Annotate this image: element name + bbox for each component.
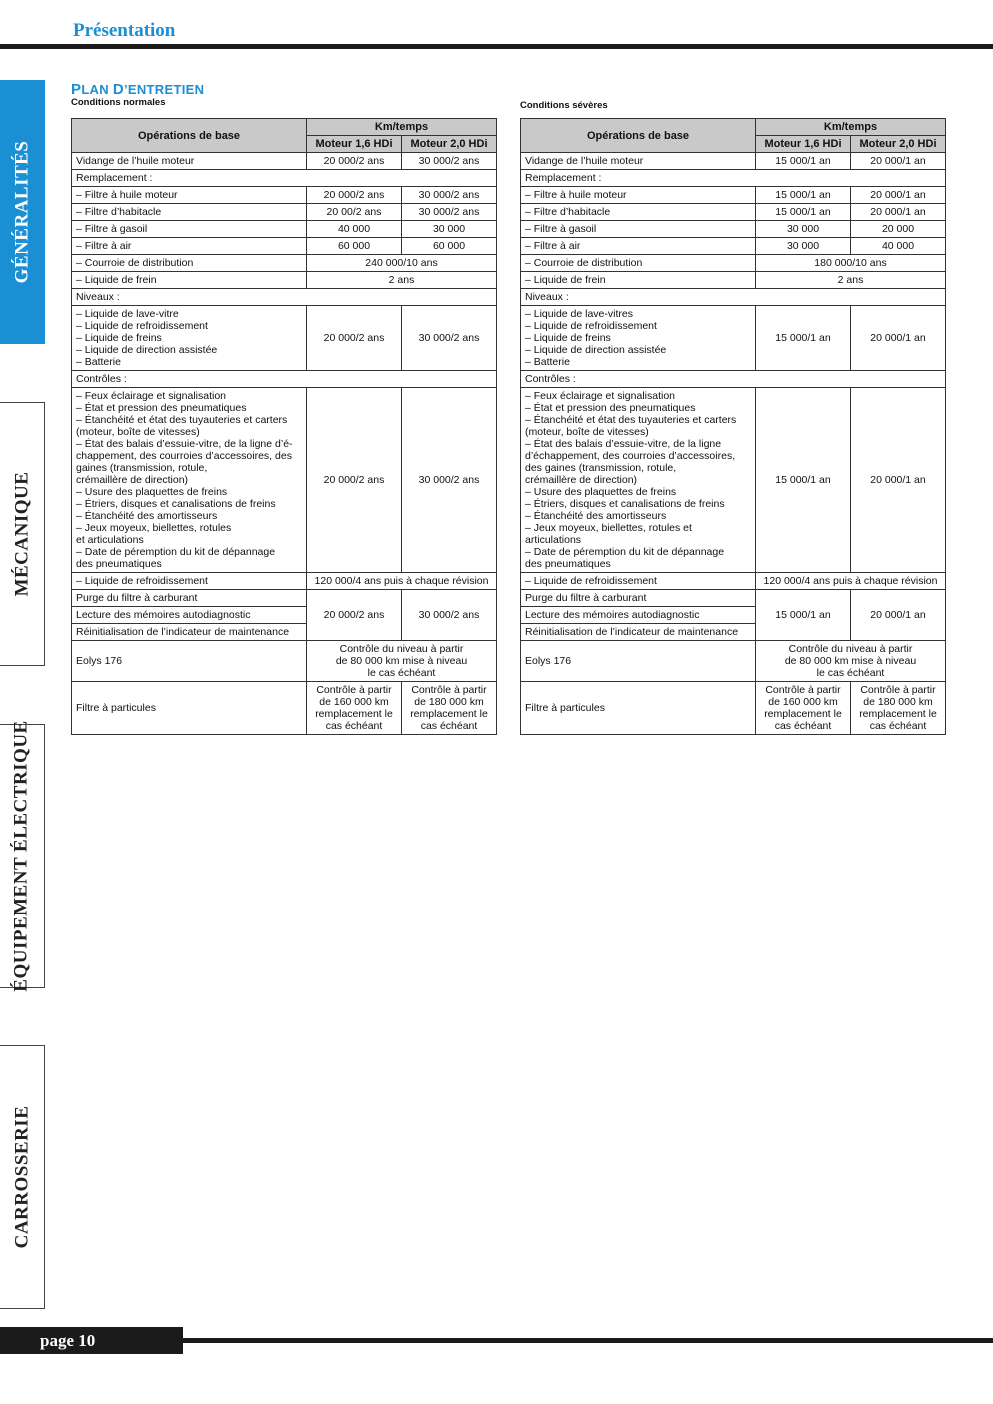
value-cell: 30 000 bbox=[756, 238, 851, 255]
header-moteur-16: Moteur 1,6 HDi bbox=[307, 136, 402, 153]
table-row bbox=[72, 590, 497, 607]
page-header-title: Présentation bbox=[73, 20, 176, 41]
maintenance-table-normal bbox=[71, 118, 497, 735]
op-cell: Purge du filtre à carburant bbox=[521, 590, 756, 607]
value-cell: 30 000/2 ans bbox=[402, 388, 497, 573]
tab-label: ÉQUIPEMENT ÉLECTRIQUE bbox=[11, 720, 33, 992]
op-cell: – Filtre à gasoil bbox=[521, 221, 756, 238]
table-row bbox=[72, 204, 497, 221]
header-km-temps: Km/temps bbox=[756, 119, 946, 136]
op-cell: – Liquide de refroidissement bbox=[72, 573, 307, 590]
maintenance-table-severe bbox=[520, 118, 946, 735]
table-row bbox=[521, 255, 946, 272]
table-row bbox=[72, 153, 497, 170]
tab-label: MÉCANIQUE bbox=[11, 471, 32, 597]
table-row bbox=[72, 371, 497, 388]
table-row bbox=[72, 641, 497, 682]
group-label-cell: Contrôles : bbox=[521, 371, 946, 388]
table-row bbox=[521, 371, 946, 388]
table-row bbox=[521, 306, 946, 371]
value-cell: 240 000/10 ans bbox=[307, 255, 497, 272]
value-cell: Contrôle du niveau à partir de 80 000 km mise à niveau le cas échéant bbox=[307, 641, 497, 682]
value-cell: 20 000/1 an bbox=[851, 306, 946, 371]
op-cell: – Filtre d’habitacle bbox=[72, 204, 307, 221]
op-cell: – Filtre à huile moteur bbox=[521, 187, 756, 204]
op-cell: – Filtre d’habitacle bbox=[521, 204, 756, 221]
value-cell: 15 000/1 an bbox=[756, 306, 851, 371]
op-cell: – Liquide de lave-vitres – Liquide de refroidissement – Liquide de freins – Liquide de direction assistée – Batterie bbox=[521, 306, 756, 371]
op-cell: – Feux éclairage et signalisation – État et pression des pneumatiques – Étanchéité et état des tuyauteries et carters (moteur, boîte de vitesses) – État des balais d’essuie-vitre, de la ligne d’échappement, des courroies d’accessoires, des gaines (transmission, rotule, crémaillère de direction) – Usure des plaquettes de freins – Étriers, disques et canalisations de freins – Étanchéité des amortisseurs – Jeux moyeux, biellettes, rotules et articulations – Date de péremption du kit de dépannage des pneumatiques bbox=[521, 388, 756, 573]
value-cell: 30 000/2 ans bbox=[402, 204, 497, 221]
table-row bbox=[521, 641, 946, 682]
header-moteur-20: Moteur 2,0 HDi bbox=[402, 136, 497, 153]
op-cell: – Filtre à gasoil bbox=[72, 221, 307, 238]
table-row bbox=[72, 306, 497, 371]
op-cell: Purge du filtre à carburant bbox=[72, 590, 307, 607]
table-row bbox=[521, 573, 946, 590]
value-cell: 30 000/2 ans bbox=[402, 153, 497, 170]
value-cell: 20 000/1 an bbox=[851, 204, 946, 221]
page-number: page 10 bbox=[0, 1327, 183, 1354]
value-cell: 40 000 bbox=[851, 238, 946, 255]
value-cell: 15 000/1 an bbox=[756, 388, 851, 573]
op-cell: – Filtre à air bbox=[521, 238, 756, 255]
header-operations: Opérations de base bbox=[521, 119, 756, 153]
value-cell: 20 000/2 ans bbox=[307, 590, 402, 641]
table-row bbox=[521, 590, 946, 607]
table-row bbox=[72, 238, 497, 255]
value-cell: 20 000/2 ans bbox=[307, 388, 402, 573]
op-cell: Lecture des mémoires autodiagnostic bbox=[72, 607, 307, 624]
value-cell: 15 000/1 an bbox=[756, 187, 851, 204]
value-cell: Contrôle à partir de 160 000 km remplacement le cas échéant bbox=[307, 682, 402, 735]
value-cell: Contrôle à partir de 180 000 km remplacement le cas échéant bbox=[402, 682, 497, 735]
value-cell: 20 000/2 ans bbox=[307, 187, 402, 204]
table-row bbox=[521, 170, 946, 187]
table-row bbox=[521, 221, 946, 238]
group-label-cell: Niveaux : bbox=[72, 289, 497, 306]
table-row bbox=[521, 388, 946, 573]
header-rule bbox=[0, 44, 993, 49]
value-cell: 180 000/10 ans bbox=[756, 255, 946, 272]
tab-equipement-electrique[interactable] bbox=[0, 720, 45, 992]
table-row bbox=[72, 255, 497, 272]
tab-label: CARROSSERIE bbox=[11, 1105, 33, 1249]
header-operations: Opérations de base bbox=[72, 119, 307, 153]
header-moteur-16: Moteur 1,6 HDi bbox=[756, 136, 851, 153]
value-cell: 20 00/2 ans bbox=[307, 204, 402, 221]
value-cell: 20 000/1 an bbox=[851, 153, 946, 170]
table-row bbox=[72, 187, 497, 204]
value-cell: 30 000 bbox=[402, 221, 497, 238]
value-cell: 20 000/1 an bbox=[851, 187, 946, 204]
table-row bbox=[72, 170, 497, 187]
op-cell: – Liquide de refroidissement bbox=[521, 573, 756, 590]
table-row bbox=[72, 682, 497, 735]
op-cell: Eolys 176 bbox=[72, 641, 307, 682]
table-row bbox=[72, 289, 497, 306]
value-cell: 30 000/2 ans bbox=[402, 590, 497, 641]
header-km-temps: Km/temps bbox=[307, 119, 497, 136]
value-cell: 2 ans bbox=[307, 272, 497, 289]
value-cell: Contrôle à partir de 180 000 km remplacement le cas échéant bbox=[851, 682, 946, 735]
value-cell: 60 000 bbox=[402, 238, 497, 255]
group-label-cell: Remplacement : bbox=[521, 170, 946, 187]
value-cell: 20 000/2 ans bbox=[307, 306, 402, 371]
op-cell: – Feux éclairage et signalisation – État et pression des pneumatiques – Étanchéité et état des tuyauteries et carters (moteur, boîte de vitesses) – État des balais d’essuie-vitre, de la ligne d’é- chappement, des courroies d’accessoires, des gaines (transmission, rotule, crémaillère de direction) – Usure des plaquettes de freins – Étriers, disques et canalisations de freins – Étanchéité des amortisseurs – Jeux moyeux, biellettes, rotules et articulations – Date de péremption du kit de dépannage des pneumatiques bbox=[72, 388, 307, 573]
header-moteur-20: Moteur 2,0 HDi bbox=[851, 136, 946, 153]
value-cell: 15 000/1 an bbox=[756, 153, 851, 170]
op-cell: – Liquide de lave-vitre – Liquide de refroidissement – Liquide de freins – Liquide de direction assistée – Batterie bbox=[72, 306, 307, 371]
value-cell: 30 000/2 ans bbox=[402, 187, 497, 204]
tab-mecanique[interactable] bbox=[0, 402, 45, 666]
op-cell: Filtre à particules bbox=[521, 682, 756, 735]
group-label-cell: Niveaux : bbox=[521, 289, 946, 306]
value-cell: 15 000/1 an bbox=[756, 204, 851, 221]
op-cell: – Filtre à air bbox=[72, 238, 307, 255]
group-label-cell: Contrôles : bbox=[72, 371, 497, 388]
section-title: PLAN D’ENTRETIEN bbox=[71, 81, 205, 98]
value-cell: 20 000/1 an bbox=[851, 590, 946, 641]
value-cell: Contrôle du niveau à partir de 80 000 km mise à niveau le cas échéant bbox=[756, 641, 946, 682]
op-cell: Réinitialisation de l’indicateur de maintenance bbox=[521, 624, 756, 641]
table-row bbox=[72, 272, 497, 289]
op-cell: – Liquide de frein bbox=[72, 272, 307, 289]
op-cell: – Courroie de distribution bbox=[521, 255, 756, 272]
table-row bbox=[521, 289, 946, 306]
table-row bbox=[521, 204, 946, 221]
value-cell: 30 000/2 ans bbox=[402, 306, 497, 371]
table-row bbox=[521, 187, 946, 204]
value-cell: 120 000/4 ans puis à chaque révision bbox=[307, 573, 497, 590]
value-cell: 30 000 bbox=[756, 221, 851, 238]
value-cell: 2 ans bbox=[756, 272, 946, 289]
op-cell: Lecture des mémoires autodiagnostic bbox=[521, 607, 756, 624]
group-label-cell: Remplacement : bbox=[72, 170, 497, 187]
value-cell: 40 000 bbox=[307, 221, 402, 238]
value-cell: 20 000/1 an bbox=[851, 388, 946, 573]
value-cell: 20 000/2 ans bbox=[307, 153, 402, 170]
table-row bbox=[521, 153, 946, 170]
op-cell: – Filtre à huile moteur bbox=[72, 187, 307, 204]
table-row bbox=[72, 573, 497, 590]
table-row bbox=[521, 682, 946, 735]
value-cell: 20 000 bbox=[851, 221, 946, 238]
value-cell: Contrôle à partir de 160 000 km remplacement le cas échéant bbox=[756, 682, 851, 735]
op-cell: Vidange de l’huile moteur bbox=[521, 153, 756, 170]
value-cell: 120 000/4 ans puis à chaque révision bbox=[756, 573, 946, 590]
conditions-severes-label: Conditions sévères bbox=[520, 100, 608, 111]
table-row bbox=[521, 238, 946, 255]
tab-label: GÉNÉRALITÉS bbox=[11, 140, 32, 284]
tab-generalites[interactable] bbox=[0, 80, 45, 344]
table-row bbox=[521, 272, 946, 289]
op-cell: Réinitialisation de l’indicateur de maintenance bbox=[72, 624, 307, 641]
op-cell: Filtre à particules bbox=[72, 682, 307, 735]
value-cell: 60 000 bbox=[307, 238, 402, 255]
op-cell: – Courroie de distribution bbox=[72, 255, 307, 272]
op-cell: Vidange de l’huile moteur bbox=[72, 153, 307, 170]
tab-carrosserie[interactable] bbox=[0, 1045, 45, 1309]
table-row bbox=[72, 388, 497, 573]
conditions-normales-label: Conditions normales bbox=[71, 97, 166, 108]
value-cell: 15 000/1 an bbox=[756, 590, 851, 641]
table-row bbox=[72, 221, 497, 238]
op-cell: Eolys 176 bbox=[521, 641, 756, 682]
op-cell: – Liquide de frein bbox=[521, 272, 756, 289]
